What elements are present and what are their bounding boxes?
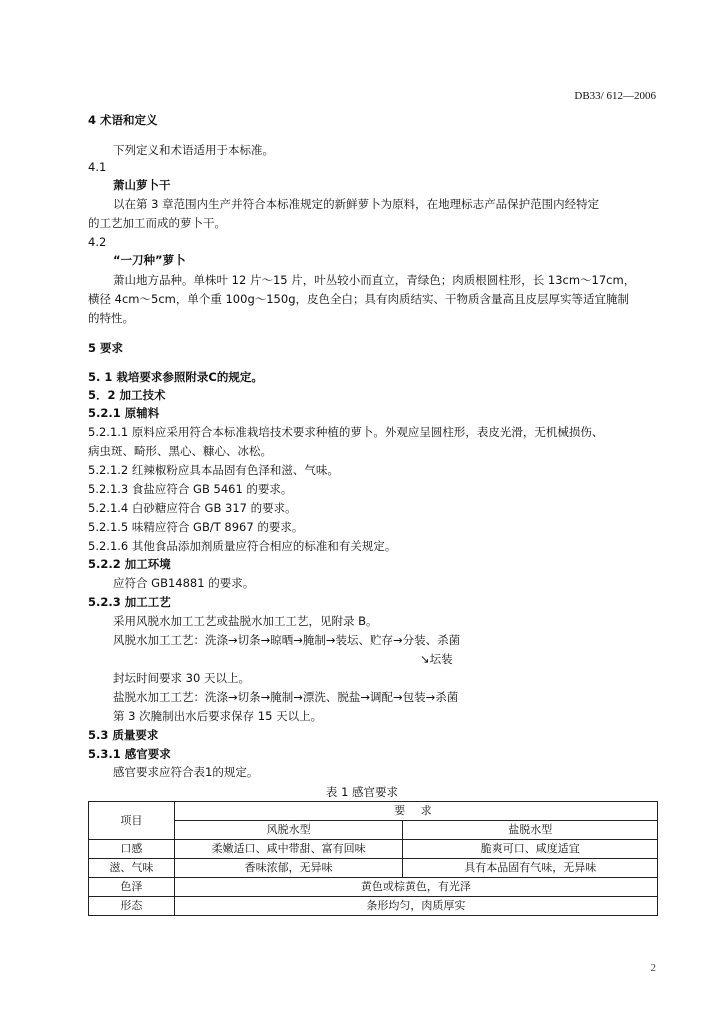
paragraph: 应符合 GB14881 的要求。 [113,576,255,590]
section-5-heading: 5 要求 [88,341,124,355]
table-cell: 柔嫩适口、咸中带甜、富有回味 [174,840,403,859]
clause-heading: 5.2.3 加工工艺 [88,595,171,609]
table-cell: 色泽 [89,878,175,897]
table-header-cell: 风脱水型 [174,821,403,840]
table-cell: 黄色或棕黄色，有光泽 [174,878,657,897]
table-header-row [89,802,658,821]
table-row [89,878,658,897]
paragraph: 的工艺加工而成的萝卜干。 [88,216,226,230]
paragraph: 5.2.1.1 原料应采用符合本标准栽培技术要求种植的萝卜。外观应呈圆柱形，表皮光滑，无机械损伤、 [88,425,604,439]
paragraph: 感官要求应符合表1的规定。 [113,765,259,779]
paragraph: 采用风脱水加工工艺或盐脱水加工工艺，见附录 B。 [113,614,378,628]
clause-number: 4.2 [88,235,107,249]
table-header-cell: 要 求 [174,802,657,821]
process-flow-branch: ↘坛装 [420,652,453,666]
term-heading: “一刀种”萝卜 [113,253,186,267]
clause-number: 4.1 [88,160,107,174]
paragraph: 下列定义和术语适用于本标准。 [113,143,274,157]
standard-number: DB33/ 612—2006 [574,90,656,102]
table-row [89,897,658,916]
clause-heading: 5.3 质量要求 [88,728,159,742]
table-row [89,859,658,878]
paragraph: 萧山地方品种。单株叶 12 片～15 片，叶丛较小而直立，青绿色；肉质根圆柱形，长 13cm～17cm， [113,273,636,287]
table-cell: 香味浓郁，无异味 [174,859,403,878]
paragraph: 5.2.1.2 红辣椒粉应具本品固有色泽和滋、气味。 [88,463,339,477]
paragraph: 5.2.1.3 食盐应符合 GB 5461 的要求。 [88,482,293,496]
table-header-cell: 项目 [89,802,175,840]
paragraph: 第 3 次腌制出水后要求保存 15 天以上。 [113,709,323,723]
paragraph: 以在第 3 章范围内生产并符合本标准规定的新鲜萝卜为原料，在地理标志产品保护范围内经特定 [113,197,600,211]
table-cell: 具有本品固有气味，无异味 [403,859,658,878]
paragraph: 封坛时间要求 30 天以上。 [113,671,250,685]
page-number: 2 [650,962,656,974]
clause-heading: 5．2 加工技术 [88,388,166,402]
sensory-requirements-table [88,801,658,916]
paragraph: 横径 4cm～5cm，单个重 100g～150g，皮色全白；具有肉质结实、干物质含量高且皮层厚实等适宜腌制 [88,292,629,306]
table-cell: 口感 [89,840,175,859]
paragraph: 5.2.1.5 味精应符合 GB/T 8967 的要求。 [88,520,304,534]
paragraph: 的特性。 [88,311,134,325]
table-cell: 脆爽可口、咸度适宜 [403,840,658,859]
clause-heading: 5.2.2 加工环境 [88,557,171,571]
clause-heading: 5.3.1 感官要求 [88,747,171,761]
table-caption: 表 1 感官要求 [325,785,399,799]
clause-heading: 5.2.1 原辅料 [88,406,160,420]
table-header-cell: 盐脱水型 [403,821,658,840]
paragraph: 5.2.1.6 其他食品添加剂质量应符合相应的标准和有关规定。 [88,539,397,553]
table-row [89,840,658,859]
section-4-heading: 4 术语和定义 [88,113,158,127]
clause-heading: 5. 1 栽培要求参照附录C的规定。 [88,370,263,384]
term-heading: 萧山萝卜干 [113,178,171,192]
table-header-row [89,821,658,840]
table-cell: 条形均匀，肉质厚实 [174,897,657,916]
table-cell: 滋、气味 [89,859,175,878]
process-flow-salt: 盐脱水加工工艺：洗涤→切条→腌制→漂洗、脱盐→调配→包装→杀菌 [113,690,459,704]
table-cell: 形态 [89,897,175,916]
paragraph: 5.2.1.4 白砂糖应符合 GB 317 的要求。 [88,501,297,515]
process-flow-wind: 风脱水加工工艺：洗涤→切条→晾晒→腌制→装坛、贮存→分装、杀菌 [113,633,461,647]
paragraph: 病虫斑、畸形、黑心、糠心、冰松。 [88,444,272,458]
